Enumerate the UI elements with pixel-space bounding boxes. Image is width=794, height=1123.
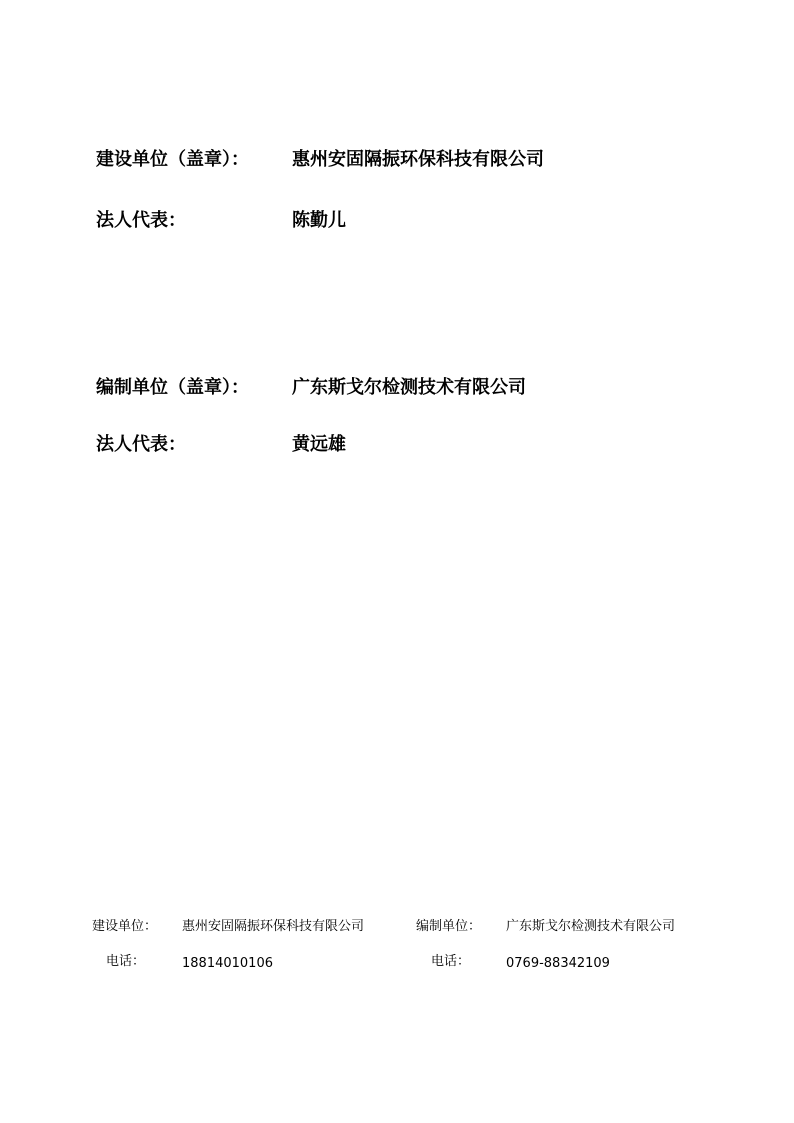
compiler-unit-label: 编制单位（盖章）：	[96, 377, 249, 398]
footer-phone-label-right: 电话：	[431, 954, 471, 969]
construction-rep-value: 陈勤儿	[292, 210, 346, 231]
compiler-rep-label: 法人代表：	[96, 434, 186, 455]
footer-compiler-label: 编制单位：	[416, 919, 482, 934]
construction-unit-label: 建设单位（盖章）：	[96, 149, 249, 170]
construction-unit-value: 惠州安固隔振环保科技有限公司	[292, 149, 544, 170]
footer-construction-value: 惠州安固隔振环保科技有限公司	[182, 919, 365, 934]
compiler-unit-value: 广东斯戈尔检测技术有限公司	[292, 377, 526, 398]
compiler-rep-value: 黄远雄	[292, 434, 346, 455]
footer-phone-label-left: 电话：	[106, 954, 146, 969]
footer-compiler-value: 广东斯戈尔检测技术有限公司	[506, 919, 676, 934]
footer-phone-value-left: 18814010106	[182, 956, 273, 971]
footer-phone-value-right: 0769-88342109	[506, 956, 610, 971]
construction-rep-label: 法人代表：	[96, 210, 186, 231]
footer-construction-label: 建设单位：	[92, 919, 158, 934]
